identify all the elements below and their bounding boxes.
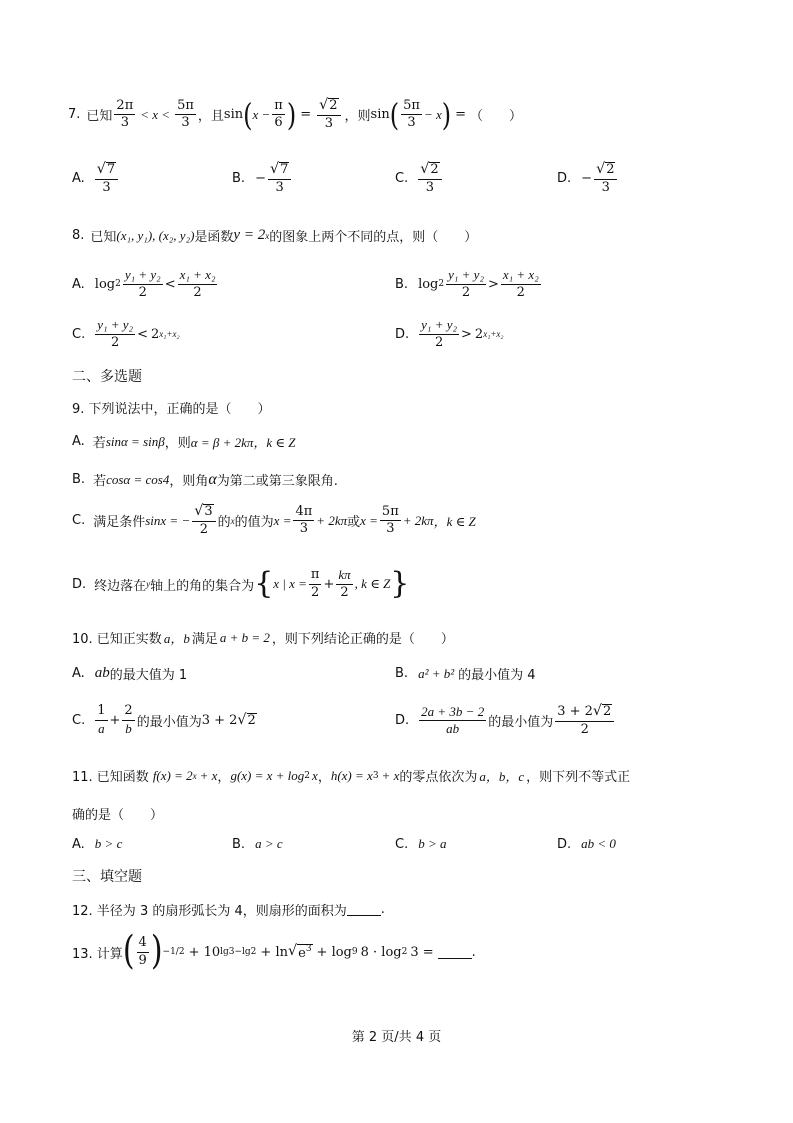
- math: x =: [360, 512, 378, 528]
- math: 3 =: [410, 944, 434, 960]
- fraction: $\frac{\text{x₁ + x₂}}{2}$: [502, 267, 539, 300]
- math: b > a: [418, 836, 447, 851]
- q7-option-c[interactable]: [395, 162, 444, 196]
- fraction: $\frac{4\pi}{3}$: [295, 503, 313, 537]
- q11-option-b[interactable]: [232, 836, 283, 852]
- math: + 10: [188, 944, 221, 960]
- option-label: A.: [72, 434, 85, 449]
- math: x =: [273, 512, 292, 528]
- option-text: 若: [93, 474, 107, 489]
- q7-option-d[interactable]: [557, 162, 619, 196]
- math: + x: [381, 767, 400, 783]
- question-12: [72, 900, 385, 919]
- math: + log: [316, 944, 352, 960]
- q10-stem-text: 10. 已知正实数: [72, 632, 162, 647]
- option-label: A.: [72, 171, 85, 187]
- math: sinx = −: [145, 512, 191, 528]
- question-10: [72, 628, 454, 647]
- math: g(x) = x + log: [230, 767, 305, 783]
- q7-stem-text: 已知: [86, 109, 113, 125]
- q8-stem-text: 是函数: [194, 230, 234, 245]
- math: 8 · log: [360, 944, 402, 960]
- math: + 2kπ: [316, 512, 348, 528]
- option-label: D.: [395, 713, 410, 729]
- q13-stem-text: 13. 计算: [72, 946, 123, 962]
- q9-option-a[interactable]: [72, 432, 296, 451]
- section-heading: 二、多选题: [72, 369, 142, 385]
- fraction: √ 7 3: [268, 162, 291, 196]
- option-label: B.: [232, 836, 246, 852]
- question-number: 8.: [72, 228, 85, 243]
- fraction: $\frac{k\pi}{2}$: [338, 567, 351, 600]
- question-9: 9. 下列说法中，正确的是（ ）: [72, 402, 271, 417]
- log: log: [94, 276, 116, 292]
- fraction: $\frac{\pi}{2}$: [310, 567, 320, 600]
- q10-stem-text: 满足: [191, 632, 218, 647]
- log-base: 2: [304, 770, 311, 781]
- radicand: 2: [247, 712, 256, 728]
- inequality: < x <: [140, 106, 171, 122]
- option-label: C.: [395, 836, 409, 852]
- log-base: 2: [401, 947, 408, 958]
- fraction: $\frac{\text{x₁ + x₂}}{2}$: [179, 267, 216, 300]
- math: + x: [199, 767, 218, 783]
- q11-option-a[interactable]: [72, 836, 122, 852]
- q9-option-c[interactable]: [72, 504, 476, 538]
- q8-option-b[interactable]: [395, 268, 543, 301]
- q11-stem-text: ，则下列不等式正: [526, 770, 631, 785]
- plus: +: [323, 576, 335, 592]
- option-label: A.: [72, 666, 85, 681]
- log: log: [418, 276, 439, 292]
- math: , k ∈ Z: [354, 576, 391, 592]
- option-text: 的最小值为: [488, 715, 554, 731]
- fraction: $\frac{\text{y₁ + y₂}}{2}$: [124, 267, 161, 300]
- sin-func: sin: [223, 107, 244, 123]
- radicand: e: [298, 945, 306, 961]
- option-label: A.: [72, 836, 85, 852]
- answer-blank[interactable]: [438, 946, 472, 959]
- q8-stem-text: 已知: [90, 230, 117, 245]
- option-text: 的值为: [234, 515, 274, 531]
- fraction: $\frac{\text{y₁ + y₂}}{2}$: [421, 317, 458, 350]
- period: .: [380, 902, 385, 917]
- expr: − x: [423, 106, 442, 122]
- option-label: C.: [72, 513, 86, 529]
- option-label: D.: [557, 171, 572, 187]
- fraction: $\frac{2}{b}$: [124, 703, 133, 736]
- exponent: x: [192, 770, 197, 781]
- question-number: 7.: [68, 107, 81, 123]
- q7-stem-text: ，且: [197, 109, 224, 125]
- answer-blank[interactable]: [347, 903, 381, 916]
- fraction: $\frac{2a + 3b - 2}{ab}$: [421, 703, 485, 737]
- option-text: 为第二或第三象限角.: [216, 474, 338, 489]
- greater-than: >: [461, 326, 472, 342]
- equals: =: [300, 107, 312, 123]
- option-label: C.: [72, 326, 86, 342]
- exponent: 3: [305, 943, 312, 954]
- minus: −: [255, 171, 266, 187]
- exponent: 3: [372, 770, 379, 781]
- fraction: $\frac{5\pi}{3}$: [403, 97, 420, 131]
- option-label: B.: [395, 666, 409, 681]
- math: ，k ∈ Z: [433, 514, 476, 530]
- fraction: $\frac{5\pi}{3}$: [177, 97, 194, 131]
- fraction: $\frac{4}{9}$: [138, 935, 147, 968]
- q7-option-b[interactable]: [232, 162, 293, 196]
- option-label: B.: [72, 472, 86, 487]
- math: x: [312, 767, 318, 783]
- question-11: 11. 已知函数 f(x) = 2 x + x ， g(x) = x + log 2 x ， h(x) = x 3 + x 的零点依次为 a，b，c ，则下列不等式正: [72, 767, 631, 785]
- option-label: C.: [395, 171, 409, 187]
- function: y = 2: [233, 227, 266, 243]
- q9-option-b[interactable]: [72, 470, 338, 489]
- q8-stem-text: 的图象上两个不同的点，则（ ）: [269, 230, 478, 245]
- option-text: 终边落在: [94, 578, 147, 594]
- exponent: lg3−lg2: [220, 947, 257, 958]
- option-text: 满足条件: [93, 515, 146, 531]
- option-text: 若: [92, 436, 106, 451]
- math: a + b = 2: [219, 629, 270, 645]
- fraction: √ 2 3: [317, 98, 340, 132]
- math: ab < 0: [581, 836, 616, 851]
- math: 3 + 2: [201, 712, 238, 728]
- q8-option-c[interactable]: [72, 318, 180, 351]
- fraction: √ 2 3: [418, 162, 441, 196]
- log-base: 2: [438, 279, 445, 290]
- exponent: −1/2: [162, 947, 185, 958]
- less-than: <: [137, 326, 148, 342]
- math: x | x =: [273, 576, 307, 592]
- fraction: √ 2 3: [594, 162, 617, 196]
- q9-option-d[interactable]: D. 终边落在 y 轴上的角的集合为 { x | x = $\frac{\pi}{2}$ + $\frac{k\pi}{2}$ , k ∈ Z }: [72, 566, 410, 602]
- fraction: $\frac{\pi}{6}$: [274, 97, 283, 131]
- answer-paren: （ ）: [470, 109, 523, 125]
- q11-option-c[interactable]: [395, 836, 447, 852]
- math: a，b: [163, 631, 190, 646]
- option-label: A.: [72, 276, 85, 292]
- math: a² + b²: [418, 665, 455, 681]
- greater-than: >: [487, 276, 499, 292]
- math: + ln: [260, 944, 288, 960]
- minus: −: [581, 171, 593, 187]
- page-footer: 第 2 页/共 4 页: [351, 1030, 442, 1045]
- question-13: 13. 计算 ( $\frac{4}{9}$ ) −1/2 + 10 lg3−lg2 + ln √ $e^3$ + log 9 8 · log 2 3 = .: [72, 929, 476, 975]
- option-label: D.: [72, 576, 87, 592]
- q10-option-a[interactable]: [72, 664, 187, 683]
- q7-stem-text: ，则: [344, 109, 371, 125]
- q11-option-d[interactable]: [557, 836, 616, 852]
- question-8: [72, 226, 477, 245]
- fraction: $\frac{1}{a}$: [97, 703, 106, 736]
- q10-option-d[interactable]: [395, 704, 616, 738]
- equals: =: [455, 107, 467, 123]
- option-text: 的最小值为 4: [458, 668, 536, 683]
- option-text: ，则角: [169, 474, 209, 489]
- q7-option-a[interactable]: [72, 162, 120, 196]
- power-base: 2: [150, 326, 160, 342]
- q10-option-c[interactable]: C. $\frac{1}{a}$ + $\frac{2}{b}$ 的最小值为 3 + 2 √ 2: [72, 703, 256, 736]
- math: sinα = sinβ: [105, 433, 165, 449]
- math: b > c: [94, 836, 123, 851]
- fraction: $\frac{\text{y₁ + y₂}}{2}$: [97, 317, 134, 350]
- points: (x₁, y₁), (x₂, y₂): [116, 227, 195, 243]
- math: f(x) = 2: [152, 767, 193, 783]
- q11-stem-text: 11. 已知函数: [72, 770, 149, 785]
- q11-stem-text: 的零点依次为: [399, 770, 478, 785]
- q12-stem-text: 12. 半径为 3 的扇形弧长为 4，则扇形的面积为: [72, 904, 347, 919]
- math: α = β + 2kπ，k ∈ Z: [190, 435, 296, 450]
- fraction: $\frac{\text{y₁ + y₂}}{2}$: [448, 267, 484, 300]
- option-text: 轴上的角的集合为: [150, 578, 255, 594]
- fraction: $\frac{5\pi}{3}$: [381, 503, 399, 537]
- math: h(x) = x: [330, 767, 373, 783]
- log-base: 2: [115, 279, 121, 290]
- option-text: 的最大值为 1: [109, 668, 188, 683]
- log-base: 9: [351, 947, 358, 958]
- sin-func: sin: [370, 107, 390, 123]
- period: .: [471, 944, 476, 960]
- fraction: 3 + 2 √ 2 2: [555, 704, 614, 738]
- q10-option-b[interactable]: [395, 664, 536, 683]
- expr: x −: [252, 106, 271, 122]
- section-heading: 三、填空题: [72, 869, 142, 885]
- q8-option-d[interactable]: [395, 318, 504, 351]
- math: cosα = cos4: [106, 471, 170, 487]
- fraction: √ 3 2: [192, 504, 215, 538]
- option-label: D.: [557, 836, 572, 852]
- option-label: C.: [72, 712, 86, 728]
- less-than: <: [164, 276, 176, 292]
- math: a > c: [255, 836, 283, 851]
- power-base: 2: [474, 326, 484, 342]
- option-text: 或: [347, 515, 361, 531]
- q8-option-a[interactable]: [72, 268, 219, 301]
- q10-stem-text: ，则下列结论正确的是（ ）: [271, 632, 454, 647]
- alpha: α: [208, 470, 217, 488]
- exponent: x₁+x₂: [483, 329, 504, 340]
- variable: y: [146, 579, 151, 590]
- math: + 2kπ: [402, 512, 434, 528]
- exponent: x₁+x₂: [159, 329, 180, 340]
- option-label: B.: [232, 171, 246, 187]
- math: a，b，c: [479, 769, 525, 784]
- option-text: ，则: [164, 436, 191, 451]
- plus: +: [109, 712, 121, 728]
- question-11-cont: 确的是（ ）: [72, 808, 164, 823]
- option-label: D.: [395, 326, 410, 342]
- exponent: x: [265, 230, 270, 241]
- option-label: B.: [395, 276, 409, 292]
- option-text: 的最小值为: [136, 714, 202, 730]
- fraction: √ 7 3: [95, 162, 118, 196]
- option-text: 的: [217, 515, 231, 531]
- fraction: $\frac{2\pi}{3}$: [116, 97, 134, 131]
- math: ab: [94, 665, 110, 681]
- variable: x: [230, 515, 235, 526]
- question-7: 7. 已知 $\frac{2\pi}{3}$ < x < $\frac{5\pi}{3}$ ，且 sin ( x − $\frac{\pi}{6}$ ) = √ 2 3 ，则 sin ( $\frac{5\pi}{3}$ − x ) = （ ）: [68, 96, 523, 134]
